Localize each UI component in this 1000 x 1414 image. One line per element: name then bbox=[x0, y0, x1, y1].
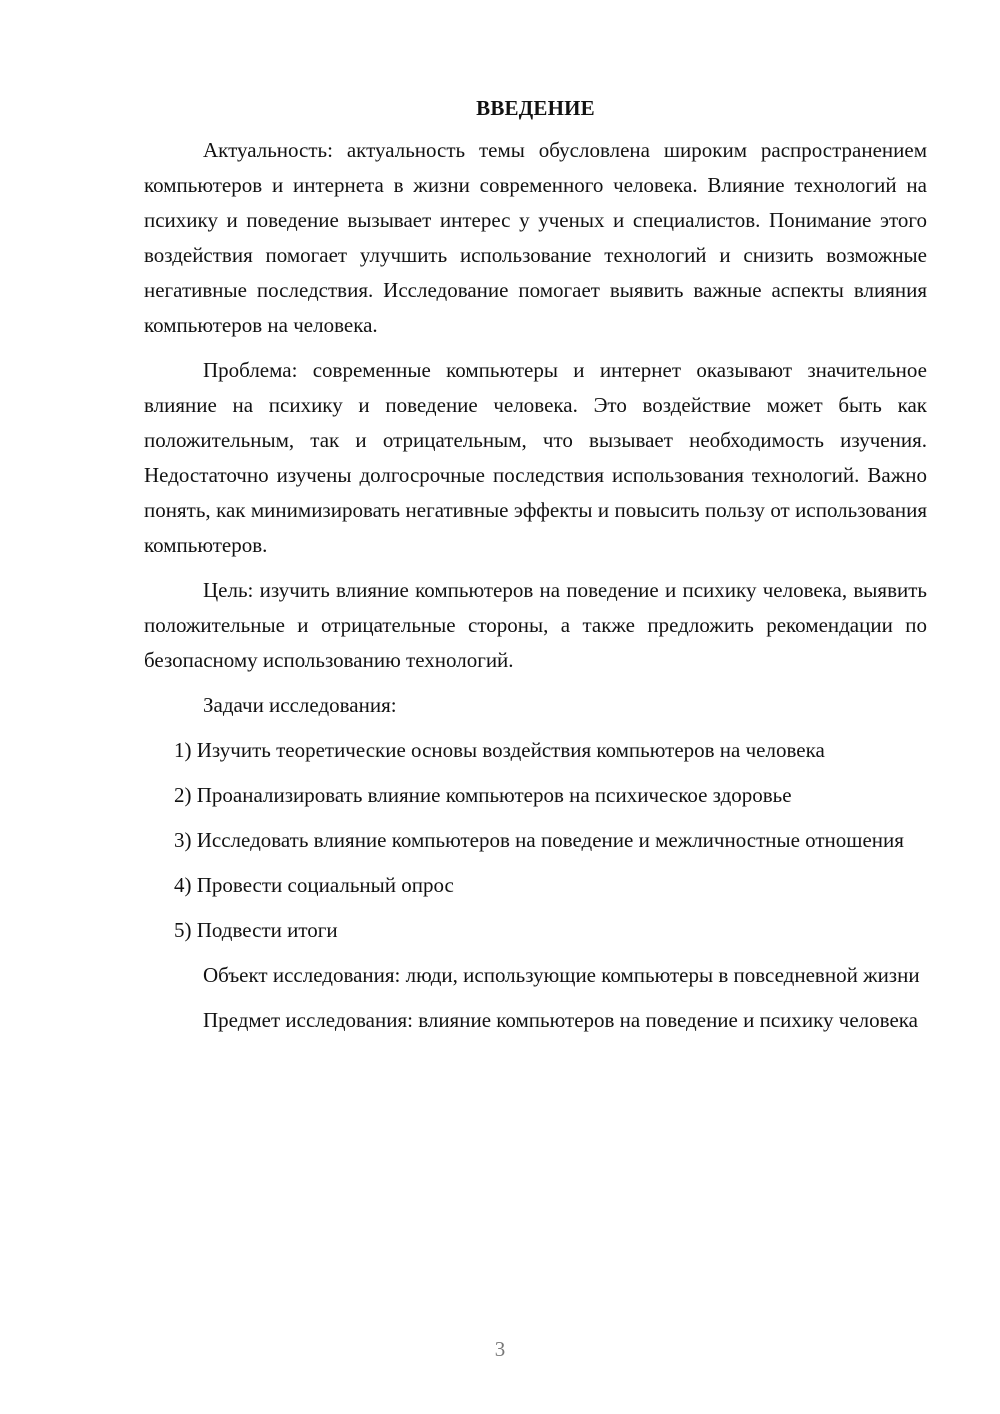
subject-paragraph: Предмет исследования: влияние компьютеров на поведение и психику человека bbox=[203, 1008, 918, 1032]
task-item-2: 2) Проанализировать влияние компьютеров на психическое здоровье bbox=[174, 783, 792, 807]
page-number: 3 bbox=[494, 1337, 506, 1361]
task-item-5: 5) Подвести итоги bbox=[174, 918, 338, 942]
object-paragraph: Объект исследования: люди, использующие компьютеры в повседневной жизни bbox=[203, 963, 920, 987]
page-content bbox=[144, 91, 927, 1048]
page-title: ВВЕДЕНИЕ bbox=[476, 96, 595, 120]
tasks-heading: Задачи исследования: bbox=[203, 693, 397, 717]
relevance-paragraph: Актуальность: актуальность темы обусловлена широким распространением компьютеров и интернета в жизни современного человека. Влияние технологий на психику и поведение вызывает интерес у ученых и специалистов. Понимание этого воздействия помогает улучшить использование технологий и снизить возможные негативные последствия. Исследование помогает выявить важные аспекты влияния компьютеров на человека. bbox=[144, 138, 927, 337]
task-item-4: 4) Провести социальный опрос bbox=[174, 873, 454, 897]
goal-paragraph: Цель: изучить влияние компьютеров на поведение и психику человека, выявить положительные и отрицательные стороны, а также предложить рекомендации по безопасному использованию технологий. bbox=[144, 578, 927, 672]
problem-paragraph: Проблема: современные компьютеры и интернет оказывают значительное влияние на психику и поведение человека. Это воздействие может быть как положительным, так и отрицательным, что вызывает необходимость изучения. Недостаточно изучены долгосрочные последствия использования технологий. Важно понять, как минимизировать негативные эффекты и повысить пользу от использования компьютеров. bbox=[144, 358, 927, 557]
task-item-1: 1) Изучить теоретические основы воздействия компьютеров на человека bbox=[174, 738, 825, 762]
task-item-3: 3) Исследовать влияние компьютеров на поведение и межличностные отношения bbox=[174, 828, 904, 852]
